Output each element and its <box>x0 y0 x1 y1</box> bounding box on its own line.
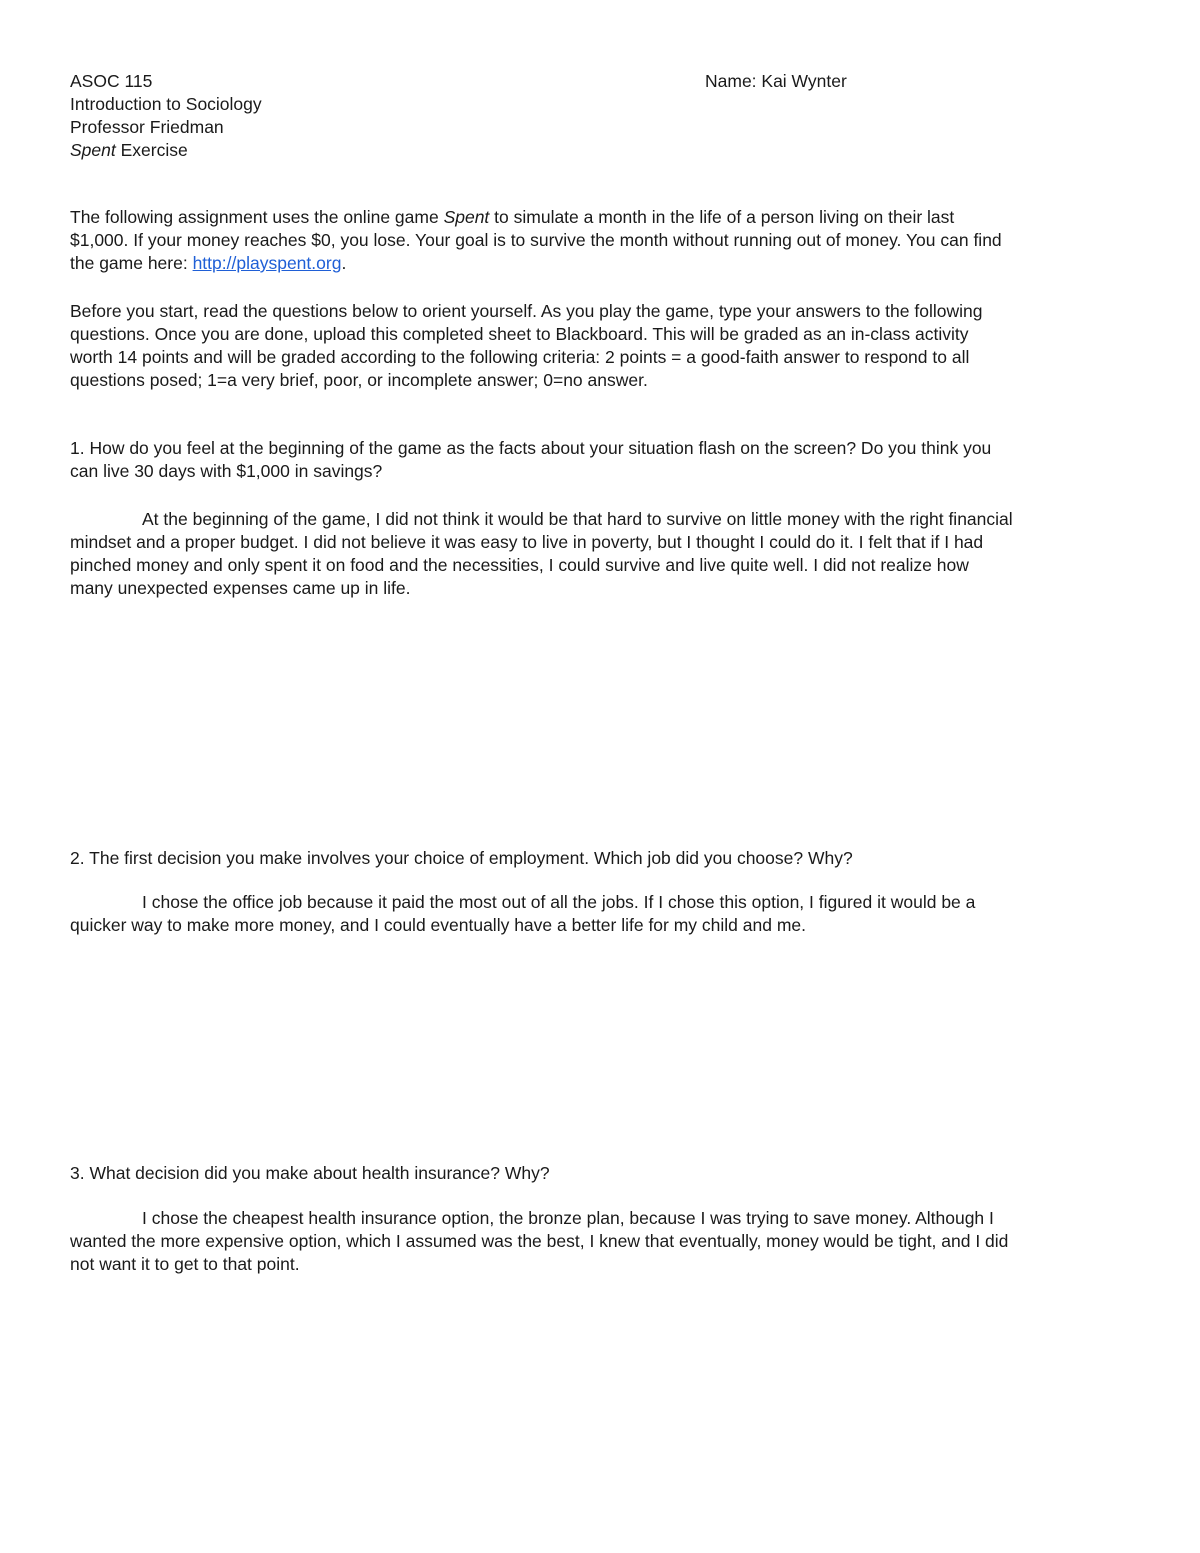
answer-line: not want it to get to that point. <box>70 1254 300 1274</box>
answer-line <box>70 891 1130 914</box>
intro-line: Before you start, read the questions below to orient yourself. As you play the game, type your answers to the following <box>70 301 983 321</box>
intro-line <box>70 252 1130 275</box>
answer-line: mindset and a proper budget. I did not believe it was easy to live in poverty, but I thought I could do it. I felt that if I had <box>70 532 984 552</box>
exercise-title-rest: Exercise <box>115 140 188 160</box>
question-2 <box>70 847 1130 870</box>
answer-1 <box>70 508 1130 600</box>
intro-line <box>70 206 1130 229</box>
course-title: Introduction to Sociology <box>70 94 262 114</box>
professor-name: Professor Friedman <box>70 117 224 137</box>
intro-paragraph-1 <box>70 206 1130 275</box>
answer-2 <box>70 891 1130 937</box>
question-3 <box>70 1162 1130 1185</box>
answer-3 <box>70 1207 1130 1276</box>
intro-text: The following assignment uses the online game <box>70 207 444 227</box>
course-code: ASOC 115 <box>70 71 153 91</box>
intro-line: $1,000. If your money reaches $0, you lose. Your goal is to survive the month without running out of money. You can find <box>70 230 1002 250</box>
answer-line: pinched money and only spent it on food and the necessities, I could survive and live quite well. I did not realize how <box>70 555 969 575</box>
exercise-title-italic: Spent <box>70 140 116 160</box>
game-name-italic: Spent <box>443 207 490 227</box>
intro-line: worth 14 points and will be graded according to the following criteria: 2 points = a good-faith answer to respond to all <box>70 347 970 367</box>
answer-text: At the beginning of the game, I did not think it would be that hard to survive on little money with the right financial <box>142 509 1013 529</box>
answer-text: I chose the office job because it paid the most out of all the jobs. If I chose this option, I figured it would be a <box>142 892 976 912</box>
answer-line <box>70 508 1130 531</box>
answer-line: quicker way to make more money, and I could eventually have a better life for my child and me. <box>70 915 807 935</box>
exercise-title <box>70 139 1130 162</box>
question-line: 2. The first decision you make involves your choice of employment. Which job did you choose? Why? <box>70 848 853 868</box>
intro-text: the game here: <box>70 253 193 273</box>
intro-line: questions. Once you are done, upload this completed sheet to Blackboard. This will be graded as an in-class activity <box>70 324 969 344</box>
question-line: can live 30 days with $1,000 in savings? <box>70 461 383 481</box>
answer-text: I chose the cheapest health insurance option, the bronze plan, because I was trying to save money. Although I <box>142 1208 994 1228</box>
answer-line: many unexpected expenses came up in life. <box>70 578 411 598</box>
game-link[interactable]: http://playspent.org <box>192 253 342 273</box>
answer-line <box>70 1207 1130 1230</box>
intro-line: questions posed; 1=a very brief, poor, or incomplete answer; 0=no answer. <box>70 370 648 390</box>
question-line: 1. How do you feel at the beginning of the game as the facts about your situation flash on the screen? Do you think you <box>70 438 992 458</box>
intro-text: to simulate a month in the life of a person living on their last <box>489 207 955 227</box>
answer-line: wanted the more expensive option, which I assumed was the best, I knew that eventually, money would be tight, and I did <box>70 1231 1009 1251</box>
question-1 <box>70 437 1130 483</box>
student-name: Name: Kai Wynter <box>705 71 847 91</box>
intro-text: . <box>341 253 347 273</box>
intro-paragraph-2 <box>70 300 1130 392</box>
question-line: 3. What decision did you make about health insurance? Why? <box>70 1163 550 1183</box>
